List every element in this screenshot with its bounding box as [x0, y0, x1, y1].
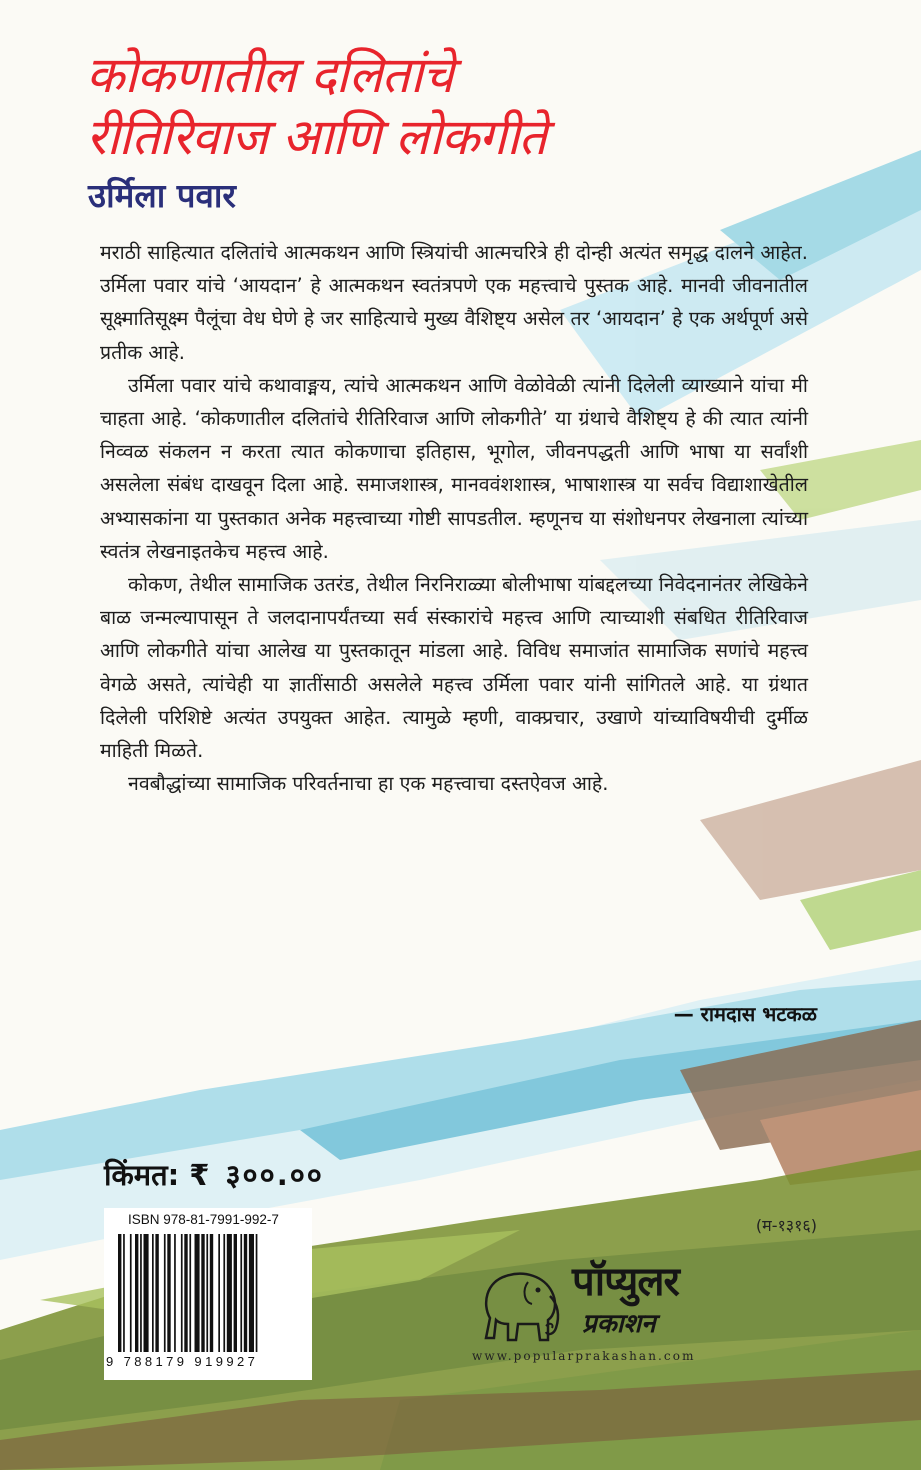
publisher-subtitle: प्रकाशन: [582, 1309, 656, 1339]
isbn-barcode: [104, 1208, 312, 1380]
publisher-website: www.popularprakashan.com: [472, 1349, 696, 1363]
price-label: किंमत:: [104, 1158, 180, 1192]
publisher-name: पॉप्युलर: [572, 1259, 679, 1305]
blurb-paragraph: मराठी साहित्यात दलितांचे आत्मकथन आणि स्त्रियांची आत्मचरित्रे ही दोन्ही अत्यंत समृद्ध दालने आहेत. उर्मिला पवार यांचे ‘आयदान’ हे आत्मकथन स्वतंत्रपणे एक महत्त्वाचे पुस्तक आहे. मानवी जीवनातील सूक्ष्मातिसूक्ष्म पैलूंचा वेध घेणे हे जर साहित्याचे मुख्य वैशिष्ट्य असेल तर ‘आयदान’ हे एक अर्थपूर्ण असे प्रतीक आहे.: [100, 241, 808, 364]
catalog-code: (म-१३१६): [755, 1216, 817, 1235]
barcode-icon: [118, 1234, 302, 1352]
author-name: उर्मिला पवार: [88, 176, 236, 215]
blurb-paragraph: उर्मिला पवार यांचे कथावाङ्मय, त्यांचे आत्मकथन आणि वेळोवेळी त्यांनी दिलेली व्याख्याने यांचा मी चाहता आहे. ‘कोकणातील दलितांचे रीतिरिवाज आणि लोकगीते’ या ग्रंथाचे वैशिष्ट्य हे की त्यात त्यांनी निव्वळ संकलन न करता त्यात कोकणाचा इतिहास, भूगोल, जीवनपद्धती आणि भाषा या सर्वांशी असलेला संबंध दाखवून दिला आहे. समाजशास्त्र, मानववंशशास्त्र, भाषाशास्त्र या सर्वच विद्याशाखेतील अभ्यासकांना या पुस्तकात अनेक महत्त्वाच्या गोष्टी सापडतील. म्हणूनच या संशोधनपर लेखनाला त्यांच्या स्वतंत्र लेखनाइतकेच महत्त्व आहे.: [100, 373, 808, 563]
price-tag: [104, 1155, 324, 1194]
blurb-paragraph: कोकण, तेथील सामाजिक उतरंड, तेथील निरनिराळ्या बोलीभाषा यांबद्दलच्या निवेदनानंतर लेखिकेने बाळ जन्मल्यापासून ते जलदानापर्यंतच्या सर्व संस्कारांचे महत्त्व आणि त्याच्याशी संबधित रीतिरिवाज आणि लोकगीते यांचा आलेख या पुस्तकातून मांडला आहे. विविध समाजांत सामाजिक सणांचे महत्त्व वेगळे असते, त्यांचेही या ज्ञातींसाठी असलेले महत्त्व उर्मिला पवार यांनी सांगितले आहे. या ग्रंथात दिलेली परिशिष्टे अत्यंत उपयुक्त आहेत. त्यामुळे म्हणी, वाक्प्रचार, उखाणे यांच्याविषयीची दुर्मीळ माहिती मिळते.: [100, 573, 808, 763]
book-title-line2: रीतिरिवाज आणि लोकगीते: [86, 108, 546, 166]
isbn-number: ISBN 978-81-7991-992-7: [128, 1212, 279, 1227]
blurb-text: [100, 236, 808, 800]
elephant-icon: [472, 1252, 568, 1348]
price-amount: ३००.००: [225, 1158, 324, 1192]
book-title-line1: कोकणातील दलितांचे: [86, 46, 453, 104]
blurb-paragraph: नवबौद्धांच्या सामाजिक परिवर्तनाचा हा एक महत्त्वाचा दस्तऐवज आहे.: [128, 772, 609, 796]
blurb-signature: — रामदास भटकळ: [673, 1002, 817, 1026]
publisher-logo: [464, 1244, 794, 1384]
rupee-symbol: ₹: [189, 1158, 210, 1192]
book-title: [86, 44, 606, 168]
barcode-digits: 9 788179 919927: [106, 1354, 259, 1369]
